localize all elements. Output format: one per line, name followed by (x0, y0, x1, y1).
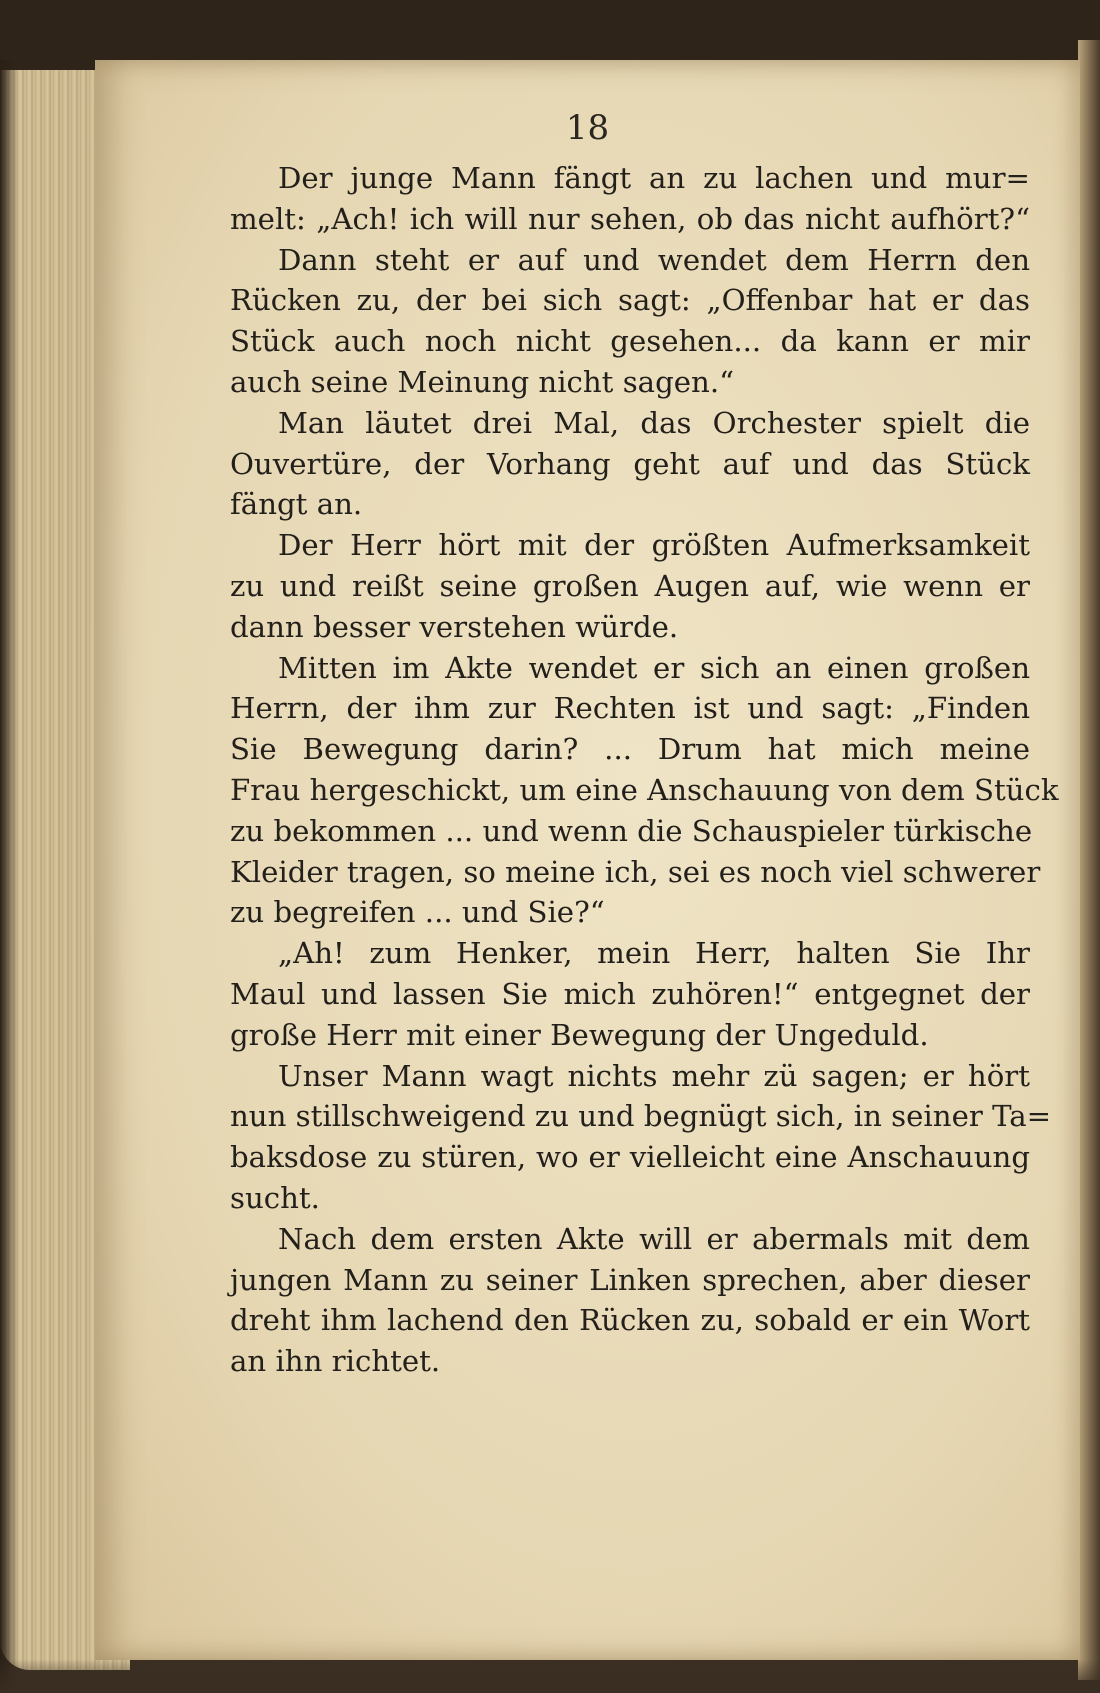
text-line: zu begreifen ... und Sie?“ (230, 895, 605, 930)
text-line: jungen Mann zu seiner Linken sprechen, aber dieser (230, 1262, 1030, 1297)
text-line: zu bekommen ... und wenn die Schauspieler türkische (230, 813, 1033, 848)
text-line: Ouvertüre, der Vorhang geht auf und das Stück (230, 446, 1030, 481)
text-line: auch seine Meinung nicht sagen.“ (230, 364, 735, 399)
text-line: dreht ihm lachend den Rücken zu, sobald er ein Wort (230, 1303, 1030, 1338)
text-line: Sie Bewegung darin? ... Drum hat mich meine (230, 732, 1030, 767)
text-line: Der Herr hört mit der größten Aufmerksamkeit (278, 528, 1030, 563)
text-line: melt: „Ach! ich will nur sehen, ob das nicht aufhört?“ (230, 201, 1030, 236)
text-line: nun stillschweigend zu und begnügt sich, in seiner Ta= (230, 1099, 1052, 1134)
text-line: Herrn, der ihm zur Rechten ist und sagt: „Finden (230, 691, 1030, 726)
text-line: Unser Mann wagt nichts mehr zü sagen; er hört (278, 1058, 1030, 1093)
text-line: Nach dem ersten Akte will er abermals mit dem (278, 1221, 1030, 1256)
body-text (230, 158, 1059, 1382)
text-line: Mitten im Akte wendet er sich an einen großen (278, 650, 1030, 685)
text-line: dann besser verstehen würde. (230, 609, 679, 644)
text-line: baksdose zu stüren, wo er vielleicht eine Anschauung (230, 1140, 1030, 1175)
binding-shadow (0, 60, 18, 1690)
text-line: Maul und lassen Sie mich zuhören!“ entgegnet der (230, 976, 1030, 1011)
page-number: 18 (565, 108, 610, 148)
text-line: Der junge Mann fängt an zu lachen und mur= (278, 161, 1030, 195)
text-line: große Herr mit einer Bewegung der Ungeduld. (230, 1017, 929, 1052)
text-line: an ihn richtet. (230, 1344, 441, 1379)
text-line: Frau hergeschickt, um eine Anschauung von dem Stück (230, 772, 1059, 807)
text-line: sucht. (230, 1180, 320, 1215)
text-line: fängt an. (230, 487, 363, 522)
text-line: zu und reißt seine großen Augen auf, wie wenn er (230, 568, 1030, 603)
text-line: Rücken zu, der bei sich sagt: „Offenbar hat er das (230, 283, 1030, 318)
right-page-edge (1078, 40, 1100, 1680)
text-line: „Ah! zum Henker, mein Herr, halten Sie Ihr (278, 936, 1030, 971)
text-line: Man läutet drei Mal, das Orchester spielt die (278, 405, 1030, 440)
text-line: Stück auch noch nicht gesehen... da kann er mir (230, 324, 1030, 359)
text-line: Kleider tragen, so meine ich, sei es noch viel schwerer (230, 854, 1041, 889)
text-line: Dann steht er auf und wendet dem Herrn den (278, 242, 1030, 277)
bottom-shadow (0, 1659, 1100, 1693)
book-page (95, 60, 1080, 1660)
